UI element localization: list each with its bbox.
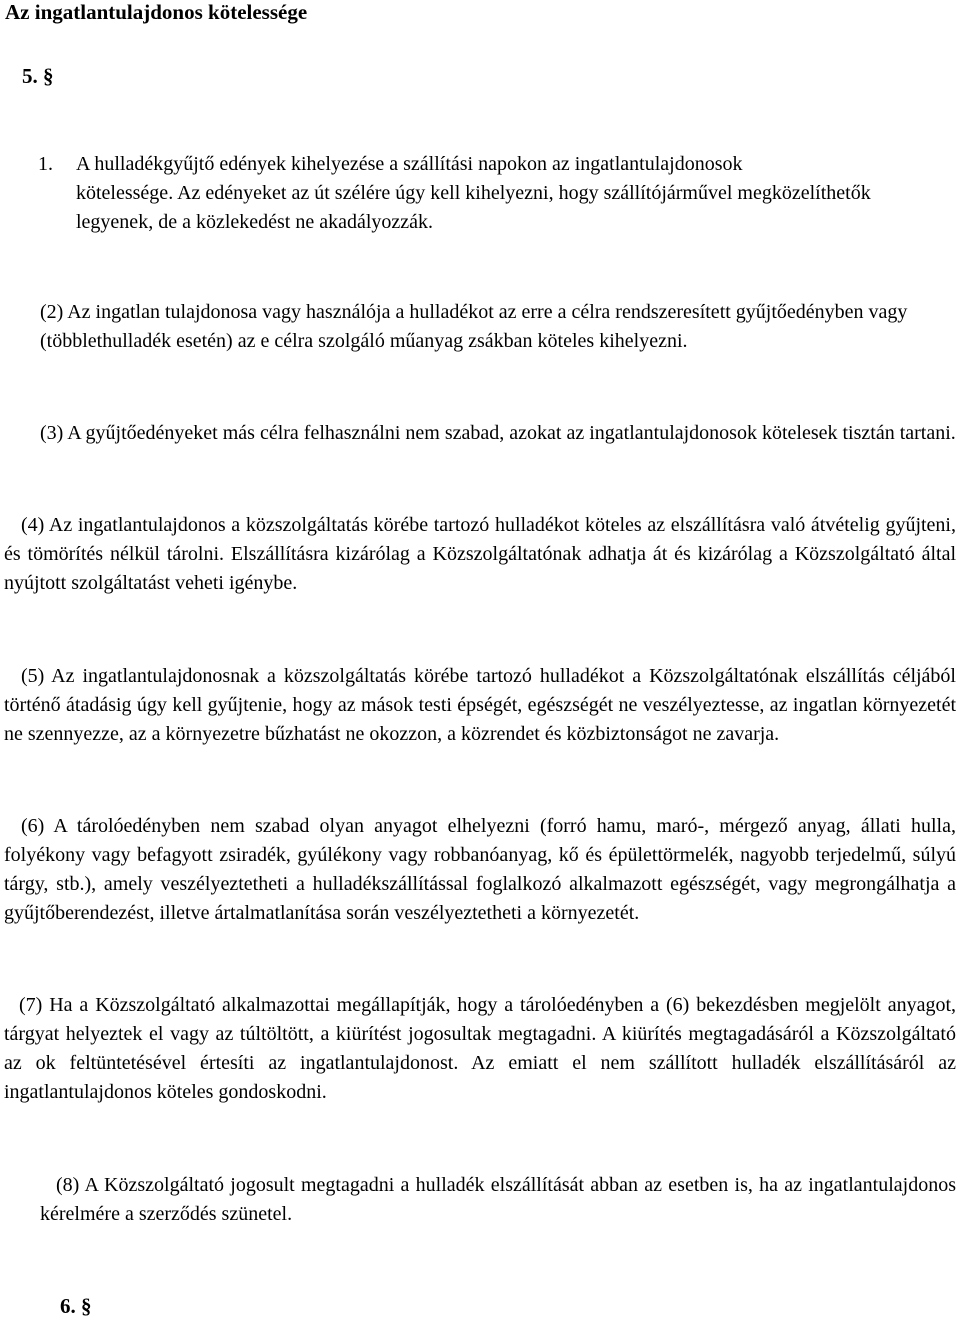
paragraph-6: (6) A tárolóedényben nem szabad olyan anyagot elhelyezni (forró hamu, maró-, mérgező anyag, állati hulla, folyékony vagy befagyott zsiradék, gyúlékony vagy robbanóanyag, kő és épülettörmelék, nagyobb terjedelmű, súlyú tárgy, stb.), amely veszélyeztetheti a hulladékszállítással foglalkozó alkalmazott egészségét, vagy megrongálhatja a gyűjtőberendezést, illetve ártalmatlanítása során veszélyeztetheti a környezetét. — [4, 815, 956, 924]
document-title: Az ingatlantulajdonos kötelessége — [5, 0, 308, 24]
paragraph-5: (5) Az ingatlantulajdonosnak a közszolgáltatás körébe tartozó hulladékot a Közszolgáltatónak elszállítás céljából történő átadásig úgy kell gyűjtenie, hogy az mások testi épségét, egészségét ne veszélyeztesse, az ingatlan környezetét ne szennyezze, az a környezetre bűzhatást ne okozzon, a közrendet és közbiztonságot ne zavarja. — [4, 665, 956, 745]
paragraph-3: (3) A gyűjtőedényeket más célra felhasználni nem szabad, azokat az ingatlantulajdonosok kötelesek tisztán tartani. — [40, 422, 956, 444]
paragraph-7: (7) Ha a Közszolgáltató alkalmazottai megállapítják, hogy a tárolóedényben a (6) bekezdésben megjelölt anyagot, tárgyat helyeztek el vagy az túltöltött, a kiürítést jogosultak megtagadni. A kiürítés megtagadásáról a Közszolgáltató az ok feltüntetésével értesíti az ingatlantulajdonost. Az emiatt el nem szállított hulladék elszállításáról az ingatlantulajdonos köteles gondoskodni. — [4, 994, 956, 1103]
paragraph-1-rest: kötelessége. Az edényeket az út szélére úgy kell kihelyezni, hogy szállítójárművel megközelíthetők legyenek, de a közlekedést ne akadályozzák. — [76, 182, 871, 233]
paragraph-4: (4) Az ingatlantulajdonos a közszolgáltatás körébe tartozó hulladékot köteles az elszállításra való átvételig gyűjteni, és tömörítés nélkül tárolni. Elszállításra kizárólag a Közszolgáltatónak adhatja át és kizárólag a Közszolgáltató által nyújtott szolgáltatást veheti igénybe. — [4, 514, 956, 594]
paragraph-1-number: 1. — [38, 153, 53, 175]
paragraph-1 — [38, 150, 938, 237]
paragraph-2: (2) Az ingatlan tulajdonosa vagy használója a hulladékot az erre a célra rendszeresített gyűjtőedényben vagy (többlethulladék esetén) az e célra szolgáló műanyag zsákban köteles kihelyezni. — [40, 301, 908, 352]
section-heading-6: 6. § — [60, 1294, 92, 1318]
paragraph-1-first-line: A hulladékgyűjtő edények kihelyezése a szállítási napokon az ingatlantulajdonosok — [76, 153, 743, 175]
paragraph-8: (8) A Közszolgáltató jogosult megtagadni a hulladék elszállítását abban az esetben is, ha az ingatlantulajdonos kérelmére a szerződés szünetel. — [40, 1174, 956, 1225]
section-heading-5: 5. § — [22, 64, 54, 88]
